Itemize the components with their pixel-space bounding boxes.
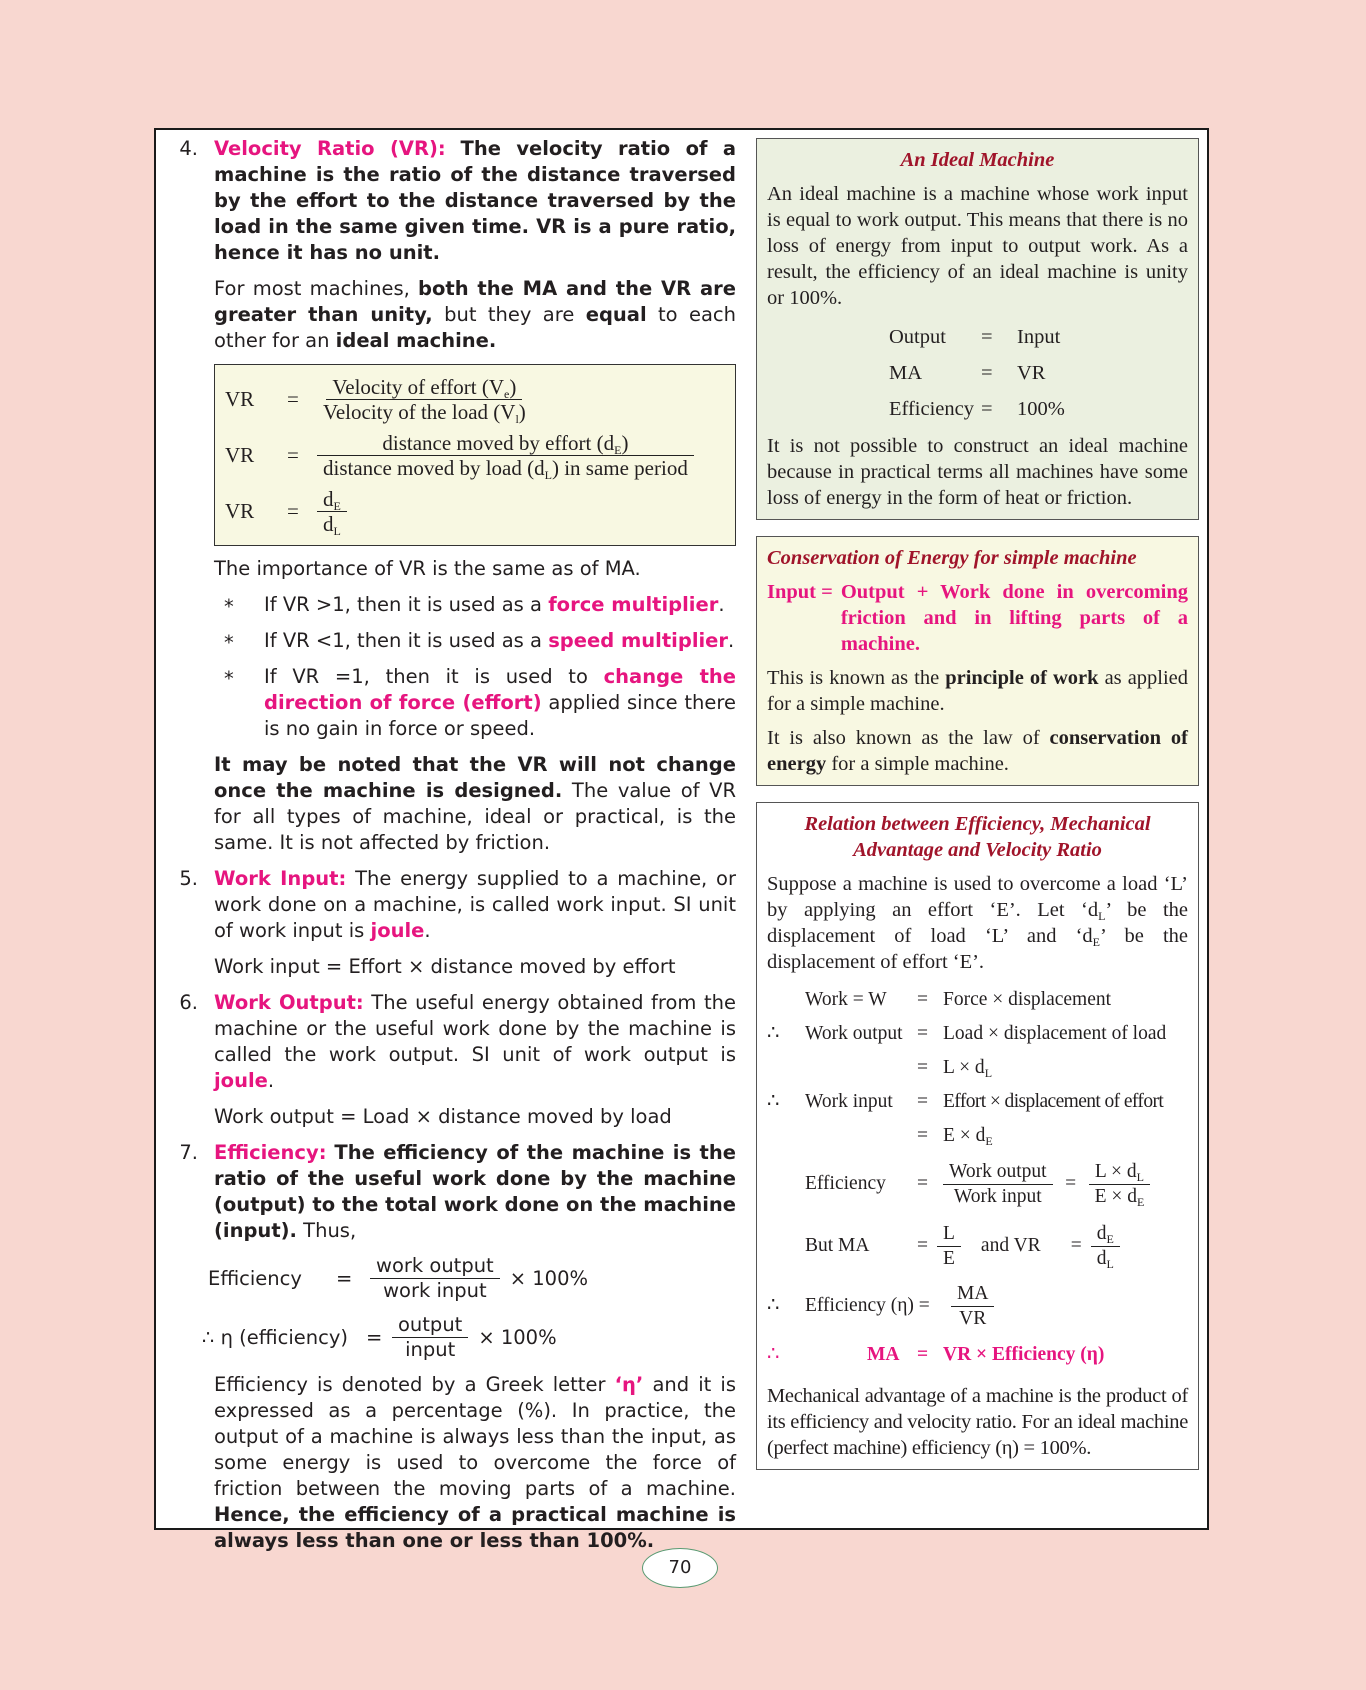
highlight: speed multiplier	[548, 629, 729, 652]
subscript: L	[333, 523, 341, 538]
item-work-input	[168, 866, 736, 944]
text: If VR <1, then it is used as a	[264, 629, 542, 652]
cell: Efficiency	[805, 1173, 886, 1194]
subscript: E	[985, 1134, 993, 1148]
page-frame	[154, 128, 1209, 1552]
text: and it is expressed as a percentage (%). In practice, the output of a machine is always less than the input, as some energy is used to overcome the force of friction between the moving parts of a machine.	[214, 1373, 736, 1500]
eta-formula	[168, 1313, 736, 1362]
derivation-row	[767, 983, 1188, 1017]
equals: =	[336, 1266, 353, 1290]
text: It is also known as the law of	[767, 727, 1040, 749]
text: ) in same period	[551, 455, 688, 480]
equals: =	[917, 1023, 928, 1044]
text: ’ be the displacement of load ‘L’ and ‘d	[767, 899, 1188, 947]
tail: × 100%	[509, 1266, 589, 1290]
fraction	[1089, 1160, 1151, 1209]
conservation-box	[756, 536, 1199, 786]
cell: VR × Efficiency (η)	[943, 1344, 1105, 1365]
ma-vr-paragraph	[168, 276, 736, 354]
input-label: Input =	[767, 581, 833, 603]
numerator: L	[937, 1222, 961, 1247]
subscript: L	[544, 467, 552, 482]
bullet-star: *	[224, 631, 234, 654]
definition-velocity-ratio: The velocity ratio of a machine is the ratio of the distance traversed by the effort to the distance traversed by the load in the same given time. VR is a pure ratio, hence it has no unit.	[214, 137, 737, 264]
item-number: 4.	[179, 137, 198, 160]
cell: Force × displacement	[943, 989, 1112, 1010]
text: Velocity of the load (V	[323, 399, 516, 424]
ideal-row	[889, 319, 1188, 355]
derivation-row	[767, 1085, 1188, 1119]
term-velocity-ratio: Velocity Ratio (VR):	[214, 137, 446, 160]
text-bold: both the MA and the VR are greater than unity,	[214, 277, 736, 326]
text-bold: Hence, the efficiency of a practical machine is always less than one or less than 100%.	[214, 1503, 736, 1552]
equals: =	[981, 326, 993, 348]
vr-label: VR	[225, 499, 255, 523]
term-work-input: Work Input:	[214, 867, 347, 890]
cell: Efficiency (η) =	[805, 1295, 930, 1316]
cell: Load × displacement of load	[943, 1023, 1167, 1044]
numerator: output	[392, 1313, 468, 1338]
text: )	[509, 374, 517, 399]
text-bold: conservation of energy	[767, 727, 1188, 775]
conservation-law-text	[767, 725, 1188, 777]
cell: and VR	[980, 1235, 1041, 1256]
denominator: work input	[383, 1279, 487, 1302]
relation-outro: Mechanical advantage of a machine is the product of its efficiency and velocity ratio. For an ideal machine (perfect machine) efficiency (η) = 100%.	[767, 1385, 1188, 1459]
cell: MA	[867, 1344, 900, 1365]
equals: =	[366, 1325, 383, 1349]
right-column	[756, 138, 1199, 1486]
text: for a simple machine.	[831, 753, 1009, 775]
ideal-machine-box	[756, 138, 1199, 520]
text: .	[267, 1069, 275, 1092]
cell: Effort × displacement of effort	[943, 1091, 1164, 1112]
left-column	[168, 136, 736, 1564]
item-velocity-ratio	[168, 136, 736, 266]
item-work-output	[168, 990, 736, 1094]
text-bold: The efficiency of the machine is the ratio of the useful work done by the machine (output) to the total work done on the machine (input).	[214, 1141, 736, 1242]
item-number: 6.	[179, 991, 198, 1014]
cell: Input	[1017, 326, 1061, 348]
derivation-row-efficiency	[767, 1153, 1188, 1215]
equals: =	[917, 1091, 928, 1112]
highlight: force multiplier	[548, 593, 719, 616]
denominator	[317, 400, 532, 424]
fraction	[943, 1160, 1053, 1209]
text: ’ be the displacement of effort ‘E’.	[767, 925, 1188, 973]
tail: × 100%	[478, 1325, 557, 1349]
work-output-formula: Work output = Load × distance moved by load	[214, 1105, 672, 1128]
equals: =	[917, 1344, 929, 1365]
equals: =	[1065, 1173, 1077, 1194]
unit-joule: joule	[370, 919, 425, 942]
equals: =	[287, 443, 299, 467]
fraction	[937, 1222, 961, 1271]
text: L × d	[943, 1057, 985, 1078]
denominator: input	[405, 1338, 456, 1361]
equals: =	[917, 989, 928, 1010]
text: The useful energy obtained from the machine or the useful work done by the machine is called the work output. SI unit of work output is	[214, 991, 736, 1066]
bullet-star: *	[224, 595, 234, 618]
denominator	[1091, 1247, 1120, 1271]
denominator: Work input	[953, 1185, 1042, 1207]
numerator: work output	[370, 1254, 500, 1279]
highlight: change the direction of force (effort)	[264, 665, 737, 714]
subscript: E	[333, 498, 341, 513]
denominator	[317, 456, 694, 480]
cell: Work = W	[805, 989, 887, 1010]
therefore-symbol: ∴	[767, 1023, 780, 1044]
conservation-equation	[767, 579, 1188, 657]
text: as applied for a simple machine.	[767, 667, 1189, 715]
item-number: 7.	[179, 1141, 198, 1164]
cell: Output	[889, 326, 946, 348]
item-efficiency	[168, 1140, 736, 1244]
fraction	[1091, 1222, 1120, 1271]
unit-joule: joule	[214, 1069, 268, 1092]
text: )	[621, 430, 629, 455]
equals: =	[917, 1235, 928, 1256]
numerator	[1089, 1160, 1150, 1185]
equals: =	[917, 1173, 928, 1194]
numerator	[1091, 1222, 1120, 1247]
cell: But MA	[805, 1235, 870, 1256]
equals: =	[981, 362, 993, 384]
equals: =	[981, 398, 993, 420]
cell: Efficiency	[889, 398, 974, 420]
vr-formula-short	[225, 483, 725, 539]
text: Suppose a machine is used to overcome a load ‘L’ by applying an effort ‘E’. Let ‘d	[767, 873, 1188, 921]
derivation-row-result	[767, 1335, 1188, 1375]
cell: Work output	[805, 1023, 903, 1044]
term-efficiency: Efficiency:	[214, 1141, 327, 1164]
subscript: e	[504, 386, 510, 401]
text: d	[1096, 1247, 1107, 1269]
box-title: Relation between Efficiency, Mechanical Advantage and Velocity Ratio	[804, 813, 1151, 861]
text: If VR =1, then it is used to	[264, 665, 588, 688]
page-number: 70	[642, 1548, 718, 1588]
text: For most machines,	[214, 277, 410, 300]
text: If VR >1, then it is used as a	[264, 593, 542, 616]
fraction	[317, 431, 694, 480]
text: d	[1096, 1222, 1107, 1244]
text: to each other for an	[214, 303, 737, 352]
subscript: E	[1106, 1231, 1114, 1246]
text: d	[323, 511, 334, 536]
bullet-star: *	[224, 667, 234, 690]
vr-formula-velocity	[225, 371, 725, 427]
bullet-speed-multiplier	[168, 628, 736, 654]
vr-formula-distance	[225, 427, 725, 483]
lhs: Efficiency	[208, 1266, 302, 1290]
cell	[943, 1055, 992, 1081]
bullet-force-multiplier	[168, 592, 736, 618]
text: .	[718, 593, 725, 616]
derivation-row-eta	[767, 1277, 1188, 1335]
derivation-row	[767, 1017, 1188, 1051]
text: but they are	[444, 303, 575, 326]
denominator: VR	[959, 1307, 987, 1329]
importance-text: The importance of VR is the same as of MA.	[214, 557, 641, 580]
text: L × d	[1094, 1160, 1137, 1182]
text: E × d	[943, 1125, 986, 1146]
text: Velocity of effort (V	[332, 374, 505, 399]
cell: 100%	[1017, 398, 1065, 420]
text: applied since there is no gain in force or speed.	[264, 691, 736, 740]
text-bold: ideal machine.	[335, 329, 497, 352]
subscript: E	[1092, 935, 1101, 949]
subscript: L	[984, 1066, 993, 1080]
fraction	[392, 1313, 468, 1362]
text: This is known as the	[767, 667, 940, 689]
equals: =	[1070, 1235, 1082, 1256]
fraction	[317, 375, 532, 424]
item-number: 5.	[179, 867, 198, 890]
efficiency-formula	[168, 1254, 736, 1303]
subscript: L	[1098, 909, 1106, 923]
efficiency-explanation	[168, 1372, 736, 1554]
cell: MA	[889, 362, 923, 384]
subscript: l	[515, 411, 519, 426]
text: d	[323, 486, 334, 511]
numerator: Work output	[943, 1160, 1053, 1185]
relation-intro	[767, 871, 1188, 975]
eta-symbol: ‘η’	[614, 1373, 644, 1396]
subscript: E	[1136, 1194, 1145, 1209]
text: E × d	[1094, 1185, 1137, 1207]
ideal-paragraph-2: It is not possible to construct an ideal machine because in practical terms all machines have some loss of energy in the form of heat or friction.	[767, 435, 1188, 509]
box-title: An Ideal Machine	[900, 149, 1055, 171]
subscript: L	[1136, 1169, 1144, 1184]
therefore-symbol: ∴	[767, 1295, 780, 1316]
text: .	[728, 629, 735, 652]
cell: VR	[1017, 362, 1046, 384]
text: .	[424, 919, 431, 942]
text: The value of VR for all types of machine, ideal or practical, is the same. It is not affected by friction.	[214, 779, 737, 854]
lhs: ∴ η (efficiency)	[202, 1325, 348, 1349]
text-bold: principle of work	[945, 667, 1099, 689]
term-work-output: Work Output:	[214, 991, 364, 1014]
equals: =	[917, 1057, 928, 1078]
text-bold: equal	[585, 303, 647, 326]
therefore-symbol: ∴	[767, 1344, 780, 1365]
vr-formula-box	[214, 364, 736, 546]
text: distance moved by effort (d	[382, 430, 615, 455]
vr-label: VR	[225, 443, 255, 467]
fraction	[317, 487, 347, 536]
numerator	[317, 487, 347, 512]
ideal-table	[767, 319, 1188, 427]
work-input-formula: Work input = Effort × distance moved by effort	[214, 955, 676, 978]
subscript: L	[1106, 1256, 1114, 1271]
numerator	[326, 375, 522, 400]
numerator: MA	[951, 1282, 994, 1307]
conservation-rhs: Output + Work done in overcoming friction and in lifting parts of a machine.	[840, 581, 1188, 655]
text: The energy supplied to a machine, or work done on a machine, is called work input. SI unit of work input is	[214, 867, 736, 942]
numerator	[317, 431, 694, 456]
ideal-row	[889, 391, 1188, 427]
subscript: E	[614, 442, 622, 457]
derivation-row	[767, 1119, 1188, 1153]
equals: =	[287, 387, 299, 411]
vr-note	[168, 752, 736, 856]
fraction	[951, 1282, 994, 1331]
text: Efficiency is denoted by a Greek letter	[214, 1373, 606, 1396]
vr-label: VR	[225, 387, 255, 411]
denominator	[317, 512, 347, 536]
denominator	[1089, 1185, 1151, 1209]
relation-box	[756, 802, 1199, 1470]
text-bold: It may be noted that the VR will not change once the machine is designed.	[214, 753, 736, 802]
cell	[943, 1123, 993, 1149]
therefore-symbol: ∴	[767, 1091, 780, 1112]
ideal-paragraph: An ideal machine is a machine whose work input is equal to work output. This means that there is no loss of energy from input to output work. As a result, the efficiency of an ideal machine is unity or 100%.	[767, 183, 1188, 309]
equals: =	[917, 1125, 928, 1146]
bullet-change-direction	[168, 664, 736, 742]
text: )	[518, 399, 526, 424]
denominator: E	[943, 1247, 955, 1269]
text: distance moved by load (d	[323, 455, 545, 480]
ideal-row	[889, 355, 1188, 391]
text: Thus,	[303, 1219, 357, 1242]
cell: Work input	[805, 1091, 893, 1112]
box-title: Conservation of Energy for simple machine	[767, 547, 1137, 569]
derivation-row-ma-vr	[767, 1215, 1188, 1277]
fraction	[370, 1254, 500, 1303]
derivation-row	[767, 1051, 1188, 1085]
principle-of-work-text	[767, 665, 1188, 717]
equals: =	[287, 499, 299, 523]
